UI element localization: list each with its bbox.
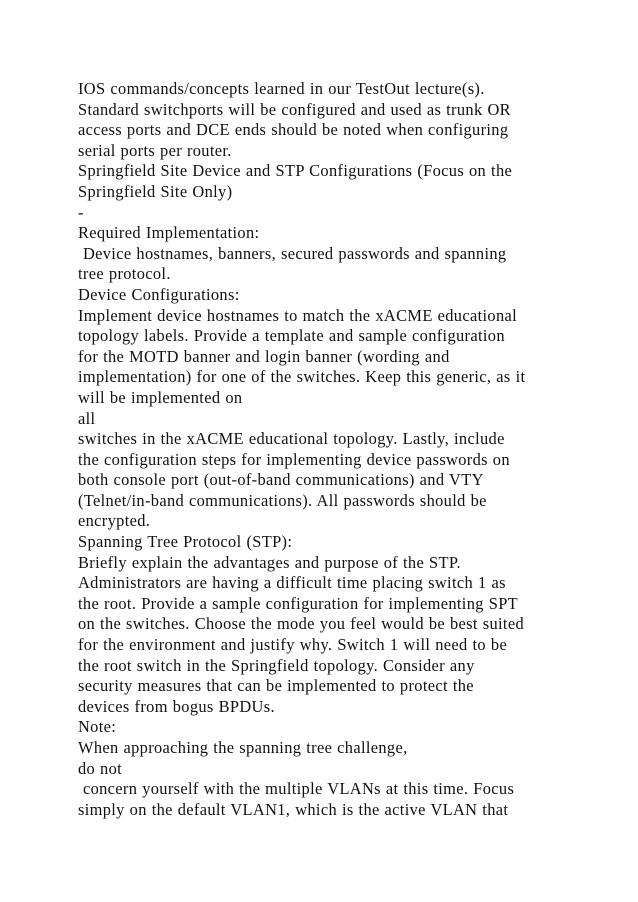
text-line: do not xyxy=(78,758,123,778)
text-line: access ports and DCE ends should be noted when configuring xyxy=(78,120,509,140)
text-line: simply on the default VLAN1, which is the active VLAN that xyxy=(78,799,509,819)
text-line: (Telnet/in-band communications). All passwords should be xyxy=(78,490,487,510)
text-line: Device Configurations: xyxy=(78,284,240,304)
text-line: Implement device hostnames to match the xACME educational xyxy=(78,305,518,325)
text-line: tree protocol. xyxy=(78,264,171,284)
text-line: Administrators are having a difficult time placing switch 1 as xyxy=(78,573,506,593)
text-line: devices from bogus BPDUs. xyxy=(78,696,275,716)
text-line: Springfield Site Only) xyxy=(78,181,233,201)
text-line: will be implemented on xyxy=(78,387,243,407)
text-line: Note: xyxy=(78,717,117,737)
text-line: Briefly explain the advantages and purpose of the STP. xyxy=(78,552,461,572)
text-line: security measures that can be implemented to protect the xyxy=(78,676,474,696)
text-line: for the environment and justify why. Switch 1 will need to be xyxy=(78,635,508,655)
text-line: both console port (out-of-band communications) and VTY xyxy=(78,470,484,490)
text-line: for the MOTD banner and login banner (wording and xyxy=(78,346,450,366)
text-line: the configuration steps for implementing device passwords on xyxy=(78,449,510,469)
document-body xyxy=(78,79,618,820)
text-line: When approaching the spanning tree challenge, xyxy=(78,738,408,757)
text-line: topology labels. Provide a template and sample configuration xyxy=(78,326,505,346)
text-line: all xyxy=(78,408,96,428)
text-line: Device hostnames, banners, secured passwords and spanning xyxy=(78,243,507,263)
text-line: - xyxy=(78,202,84,222)
text-line: encrypted. xyxy=(78,511,151,531)
text-line: implementation) for one of the switches. Keep this generic, as it xyxy=(78,367,526,387)
text-line: serial ports per router. xyxy=(78,140,232,160)
text-line: IOS commands/concepts learned in our TestOut lecture(s). xyxy=(78,79,485,98)
text-line: on the switches. Choose the mode you feel would be best suited xyxy=(78,614,524,634)
text-line: Springfield Site Device and STP Configurations (Focus on the xyxy=(78,161,513,181)
text-line: switches in the xACME educational topology. Lastly, include xyxy=(78,429,505,449)
text-line: the root switch in the Springfield topology. Consider any xyxy=(78,655,475,675)
text-line: Spanning Tree Protocol (STP): xyxy=(78,532,293,552)
text-line: concern yourself with the multiple VLANs at this time. Focus xyxy=(78,779,515,799)
text-line: the root. Provide a sample configuration for implementing SPT xyxy=(78,593,519,613)
text-line: Standard switchports will be configured and used as trunk OR xyxy=(78,99,511,119)
text-line: Required Implementation: xyxy=(78,223,260,243)
